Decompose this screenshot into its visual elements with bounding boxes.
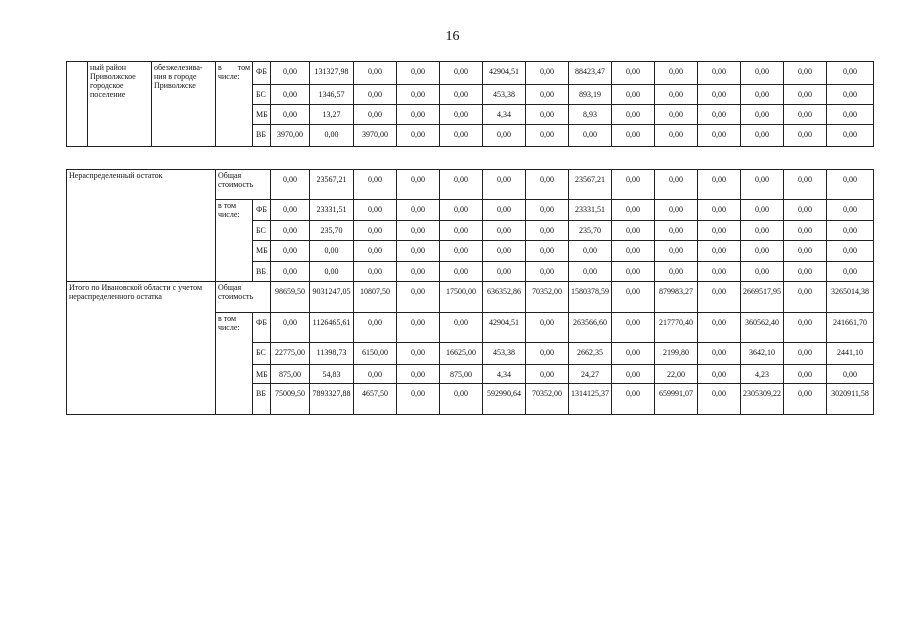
value-cell: 0,00	[698, 384, 741, 415]
value-cell: 0,00	[741, 262, 784, 282]
value-cell: 0,00	[440, 105, 483, 125]
value-cell: 1126465,61	[310, 313, 354, 343]
value-cell: 0,00	[397, 384, 440, 415]
value-cell: 3020911,58	[827, 384, 874, 415]
value-cell: 0,00	[784, 282, 827, 313]
value-cell: 0,00	[655, 85, 698, 105]
municipality-cell: ный район Приволжское городское поселение	[88, 62, 152, 147]
value-cell: 0,00	[397, 313, 440, 343]
value-cell: 0,00	[354, 313, 397, 343]
value-cell: 70352,00	[526, 384, 569, 415]
value-cell: 0,00	[354, 221, 397, 241]
table-row	[67, 170, 874, 200]
value-cell: 0,00	[271, 62, 310, 85]
value-cell: 592990,64	[483, 384, 526, 415]
value-cell: 3970,00	[354, 125, 397, 147]
value-cell: 0,00	[612, 313, 655, 343]
value-cell: 70352,00	[526, 282, 569, 313]
value-cell: 875,00	[271, 365, 310, 384]
table-unallocated-and-totals	[66, 169, 874, 415]
value-cell: 0,00	[397, 85, 440, 105]
value-cell: 0,00	[741, 221, 784, 241]
value-cell: 0,00	[612, 384, 655, 415]
value-cell: 0,00	[612, 125, 655, 147]
value-cell: 131327,98	[310, 62, 354, 85]
value-cell: 0,00	[612, 62, 655, 85]
source-code-cell: ВБ	[253, 125, 271, 147]
value-cell: 0,00	[827, 262, 874, 282]
value-cell: 0,00	[397, 343, 440, 365]
value-cell: 0,00	[784, 200, 827, 221]
value-cell: 0,00	[483, 200, 526, 221]
value-cell: 0,00	[526, 241, 569, 262]
value-cell: 0,00	[612, 105, 655, 125]
value-cell: 0,00	[741, 200, 784, 221]
value-cell: 0,00	[655, 221, 698, 241]
value-cell: 0,00	[655, 62, 698, 85]
value-cell: 0,00	[526, 170, 569, 200]
value-cell: 1580378,59	[569, 282, 612, 313]
value-cell: 4,34	[483, 105, 526, 125]
value-cell: 6150,00	[354, 343, 397, 365]
value-cell: 636352,86	[483, 282, 526, 313]
value-cell: 0,00	[698, 282, 741, 313]
value-cell: 0,00	[655, 170, 698, 200]
value-cell: 0,00	[827, 62, 874, 85]
value-cell: 0,00	[827, 105, 874, 125]
source-code-cell: БС	[253, 85, 271, 105]
value-cell: 0,00	[271, 170, 310, 200]
value-cell: 0,00	[526, 200, 569, 221]
value-cell: 4657,50	[354, 384, 397, 415]
value-cell: 3265014,38	[827, 282, 874, 313]
value-cell: 0,00	[271, 241, 310, 262]
incl-label-cell: в том числе:	[216, 200, 253, 282]
total-label-cell: Общая стоимость	[216, 282, 271, 313]
source-code-cell: МБ	[253, 105, 271, 125]
value-cell: 0,00	[784, 125, 827, 147]
value-cell: 0,00	[827, 241, 874, 262]
value-cell: 0,00	[698, 200, 741, 221]
value-cell: 13,27	[310, 105, 354, 125]
value-cell: 0,00	[569, 125, 612, 147]
value-cell: 0,00	[569, 262, 612, 282]
blank-cell	[67, 62, 88, 147]
value-cell: 0,00	[440, 170, 483, 200]
value-cell: 0,00	[483, 125, 526, 147]
value-cell: 0,00	[612, 221, 655, 241]
value-cell: 0,00	[397, 200, 440, 221]
value-cell: 1346,57	[310, 85, 354, 105]
value-cell: 879983,27	[655, 282, 698, 313]
source-code-cell: БС	[253, 221, 271, 241]
value-cell: 0,00	[271, 105, 310, 125]
incl-label-cell: в том числе:	[216, 313, 253, 415]
value-cell: 0,00	[440, 313, 483, 343]
value-cell: 0,00	[354, 262, 397, 282]
value-cell: 0,00	[827, 221, 874, 241]
value-cell: 875,00	[440, 365, 483, 384]
value-cell: 0,00	[612, 200, 655, 221]
project-cell: обезжелезива-ния в городе Приволжске	[152, 62, 216, 147]
value-cell: 0,00	[784, 365, 827, 384]
value-cell: 4,34	[483, 365, 526, 384]
value-cell: 7893327,88	[310, 384, 354, 415]
source-code-cell: МБ	[253, 365, 271, 384]
value-cell: 0,00	[397, 282, 440, 313]
value-cell: 453,38	[483, 85, 526, 105]
value-cell: 0,00	[440, 125, 483, 147]
source-code-cell: БС	[253, 343, 271, 365]
total-label-cell: Общая стоимость	[216, 170, 271, 200]
value-cell: 0,00	[526, 85, 569, 105]
value-cell: 235,70	[310, 221, 354, 241]
value-cell: 893,19	[569, 85, 612, 105]
value-cell: 0,00	[784, 313, 827, 343]
value-cell: 0,00	[827, 85, 874, 105]
value-cell: 98659,50	[271, 282, 310, 313]
source-code-cell: МБ	[253, 241, 271, 262]
value-cell: 0,00	[310, 262, 354, 282]
value-cell: 0,00	[741, 85, 784, 105]
value-cell: 0,00	[741, 125, 784, 147]
value-cell: 0,00	[354, 85, 397, 105]
value-cell: 0,00	[526, 62, 569, 85]
value-cell: 0,00	[784, 62, 827, 85]
value-cell: 0,00	[354, 241, 397, 262]
value-cell: 1314125,37	[569, 384, 612, 415]
source-code-cell: ФБ	[253, 200, 271, 221]
value-cell: 0,00	[827, 125, 874, 147]
value-cell: 0,00	[698, 85, 741, 105]
value-cell: 9031247,05	[310, 282, 354, 313]
value-cell: 0,00	[354, 365, 397, 384]
value-cell: 0,00	[310, 241, 354, 262]
section-title-cell: Итого по Ивановской области с учетом нераспределенного остатка	[67, 282, 216, 415]
value-cell: 0,00	[440, 262, 483, 282]
value-cell: 453,38	[483, 343, 526, 365]
value-cell: 0,00	[440, 241, 483, 262]
value-cell: 0,00	[698, 105, 741, 125]
value-cell: 0,00	[698, 262, 741, 282]
source-code-cell: ВБ	[253, 262, 271, 282]
incl-label-cell: в том числе:	[216, 62, 253, 147]
value-cell: 0,00	[741, 62, 784, 85]
value-cell: 0,00	[784, 241, 827, 262]
value-cell: 217770,40	[655, 313, 698, 343]
value-cell: 0,00	[612, 170, 655, 200]
value-cell: 0,00	[526, 313, 569, 343]
value-cell: 0,00	[612, 262, 655, 282]
value-cell: 0,00	[741, 105, 784, 125]
value-cell: 241661,70	[827, 313, 874, 343]
value-cell: 0,00	[784, 105, 827, 125]
value-cell: 23331,51	[569, 200, 612, 221]
value-cell: 16625,00	[440, 343, 483, 365]
value-cell: 0,00	[655, 241, 698, 262]
page-number: 16	[445, 29, 460, 44]
value-cell: 23331,51	[310, 200, 354, 221]
value-cell: 0,00	[827, 200, 874, 221]
value-cell: 0,00	[784, 170, 827, 200]
table-row	[67, 62, 874, 85]
value-cell: 0,00	[612, 241, 655, 262]
value-cell: 0,00	[397, 365, 440, 384]
value-cell: 0,00	[440, 221, 483, 241]
value-cell: 0,00	[440, 200, 483, 221]
value-cell: 0,00	[698, 241, 741, 262]
value-cell: 0,00	[741, 170, 784, 200]
value-cell: 23567,21	[569, 170, 612, 200]
value-cell: 0,00	[526, 343, 569, 365]
value-cell: 0,00	[397, 262, 440, 282]
source-code-cell: ФБ	[253, 62, 271, 85]
value-cell: 0,00	[569, 241, 612, 262]
value-cell: 2669517,95	[741, 282, 784, 313]
value-cell: 263566,60	[569, 313, 612, 343]
value-cell: 22775,00	[271, 343, 310, 365]
value-cell: 0,00	[526, 262, 569, 282]
value-cell: 2662,35	[569, 343, 612, 365]
source-code-cell: ФБ	[253, 313, 271, 343]
value-cell: 54,83	[310, 365, 354, 384]
value-cell: 0,00	[397, 62, 440, 85]
value-cell: 0,00	[526, 221, 569, 241]
value-cell: 0,00	[655, 200, 698, 221]
value-cell: 0,00	[526, 105, 569, 125]
value-cell: 2305309,22	[741, 384, 784, 415]
value-cell: 0,00	[784, 85, 827, 105]
value-cell: 42904,51	[483, 62, 526, 85]
value-cell: 0,00	[784, 262, 827, 282]
value-cell: 0,00	[397, 105, 440, 125]
value-cell: 0,00	[271, 200, 310, 221]
value-cell: 24,27	[569, 365, 612, 384]
value-cell: 0,00	[397, 221, 440, 241]
value-cell: 0,00	[784, 384, 827, 415]
value-cell: 23567,21	[310, 170, 354, 200]
value-cell: 4,23	[741, 365, 784, 384]
value-cell: 0,00	[354, 105, 397, 125]
value-cell: 0,00	[612, 365, 655, 384]
value-cell: 0,00	[440, 384, 483, 415]
value-cell: 0,00	[397, 241, 440, 262]
value-cell: 0,00	[440, 85, 483, 105]
value-cell: 0,00	[354, 62, 397, 85]
value-cell: 0,00	[271, 313, 310, 343]
value-cell: 0,00	[741, 241, 784, 262]
value-cell: 75009,50	[271, 384, 310, 415]
value-cell: 0,00	[827, 170, 874, 200]
value-cell: 0,00	[310, 125, 354, 147]
value-cell: 0,00	[655, 125, 698, 147]
table-row	[67, 282, 874, 313]
value-cell: 235,70	[569, 221, 612, 241]
value-cell: 0,00	[483, 241, 526, 262]
table-project-continuation	[66, 61, 874, 147]
value-cell: 11398,73	[310, 343, 354, 365]
value-cell: 360562,40	[741, 313, 784, 343]
value-cell: 8,93	[569, 105, 612, 125]
value-cell: 0,00	[397, 170, 440, 200]
value-cell: 0,00	[354, 170, 397, 200]
value-cell: 0,00	[483, 221, 526, 241]
value-cell: 88423,47	[569, 62, 612, 85]
value-cell: 22,00	[655, 365, 698, 384]
value-cell: 0,00	[271, 221, 310, 241]
value-cell: 17500,00	[440, 282, 483, 313]
value-cell: 0,00	[612, 85, 655, 105]
value-cell: 2199,80	[655, 343, 698, 365]
value-cell: 0,00	[440, 62, 483, 85]
value-cell: 0,00	[526, 125, 569, 147]
value-cell: 0,00	[271, 85, 310, 105]
value-cell: 0,00	[698, 170, 741, 200]
value-cell: 3642,10	[741, 343, 784, 365]
value-cell: 0,00	[655, 262, 698, 282]
value-cell: 0,00	[397, 125, 440, 147]
value-cell: 10807,50	[354, 282, 397, 313]
value-cell: 3970,00	[271, 125, 310, 147]
value-cell: 0,00	[483, 262, 526, 282]
value-cell: 0,00	[698, 221, 741, 241]
value-cell: 2441,10	[827, 343, 874, 365]
value-cell: 0,00	[655, 105, 698, 125]
value-cell: 0,00	[784, 343, 827, 365]
value-cell: 0,00	[784, 221, 827, 241]
value-cell: 0,00	[698, 365, 741, 384]
value-cell: 0,00	[612, 343, 655, 365]
value-cell: 0,00	[698, 125, 741, 147]
value-cell: 0,00	[698, 313, 741, 343]
value-cell: 0,00	[698, 343, 741, 365]
value-cell: 0,00	[354, 200, 397, 221]
value-cell: 42904,51	[483, 313, 526, 343]
value-cell: 0,00	[827, 365, 874, 384]
value-cell: 0,00	[483, 170, 526, 200]
value-cell: 0,00	[271, 262, 310, 282]
section-title-cell: Нераспределенный остаток	[67, 170, 216, 282]
value-cell: 0,00	[526, 365, 569, 384]
source-code-cell: ВБ	[253, 384, 271, 415]
value-cell: 659991,07	[655, 384, 698, 415]
value-cell: 0,00	[612, 282, 655, 313]
value-cell: 0,00	[698, 62, 741, 85]
